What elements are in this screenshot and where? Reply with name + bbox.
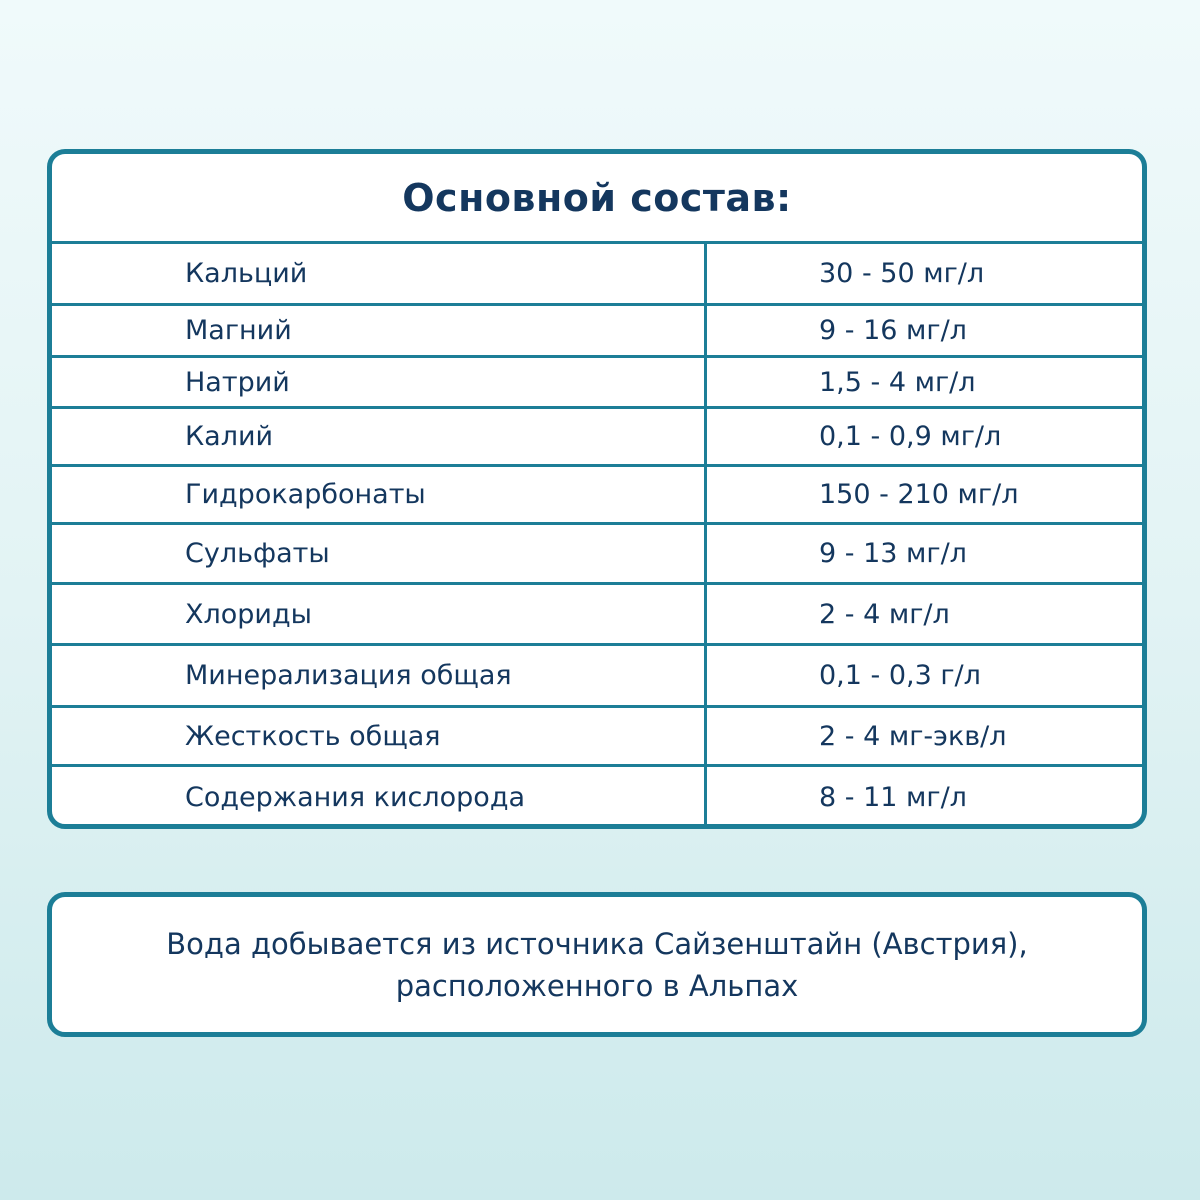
component-name: Магний: [52, 306, 707, 355]
table-row: [52, 767, 1142, 827]
component-name: Калий: [52, 409, 707, 464]
component-value: 1,5 - 4 мг/л: [819, 366, 976, 398]
component-name: Содержания кислорода: [52, 767, 707, 827]
source-note-line-2: расположенного в Альпах: [395, 968, 799, 1003]
component-value: 0,1 - 0,9 мг/л: [819, 421, 1002, 452]
table-row: [52, 585, 1142, 646]
component-name: Сульфаты: [52, 525, 707, 582]
table-row: [52, 525, 1142, 585]
component-name: Кальций: [52, 244, 707, 303]
table-row: [52, 409, 1142, 467]
component-name: Гидрокарбонаты: [52, 467, 707, 522]
composition-table: [52, 244, 1142, 827]
component-value: 30 - 50 мг/л: [819, 258, 985, 289]
table-row: [52, 244, 1142, 306]
source-note-line-1: Вода добывается из источника Сайзенштайн (Австрия),: [166, 926, 1028, 961]
composition-title: Основной состав:: [52, 154, 1142, 244]
component-value: 2 - 4 мг/л: [819, 598, 950, 630]
component-name: Минерализация общая: [52, 646, 707, 705]
component-value: 8 - 11 мг/л: [819, 781, 967, 813]
source-note-panel: [47, 892, 1147, 1037]
table-row: [52, 358, 1142, 409]
component-name: Жесткость общая: [52, 708, 707, 764]
source-note: [166, 923, 1027, 1007]
table-row: [52, 646, 1142, 708]
component-name: Хлориды: [52, 585, 707, 643]
table-row: [52, 306, 1142, 358]
composition-panel: [47, 149, 1147, 829]
component-value: 150 - 210 мг/л: [819, 479, 1019, 510]
component-value: 2 - 4 мг-экв/л: [819, 720, 1007, 752]
component-value: 9 - 16 мг/л: [819, 315, 967, 346]
component-name: Натрий: [52, 358, 707, 406]
component-value: 9 - 13 мг/л: [819, 538, 967, 569]
table-row: [52, 708, 1142, 767]
component-value: 0,1 - 0,3 г/л: [819, 660, 981, 691]
table-row: [52, 467, 1142, 525]
